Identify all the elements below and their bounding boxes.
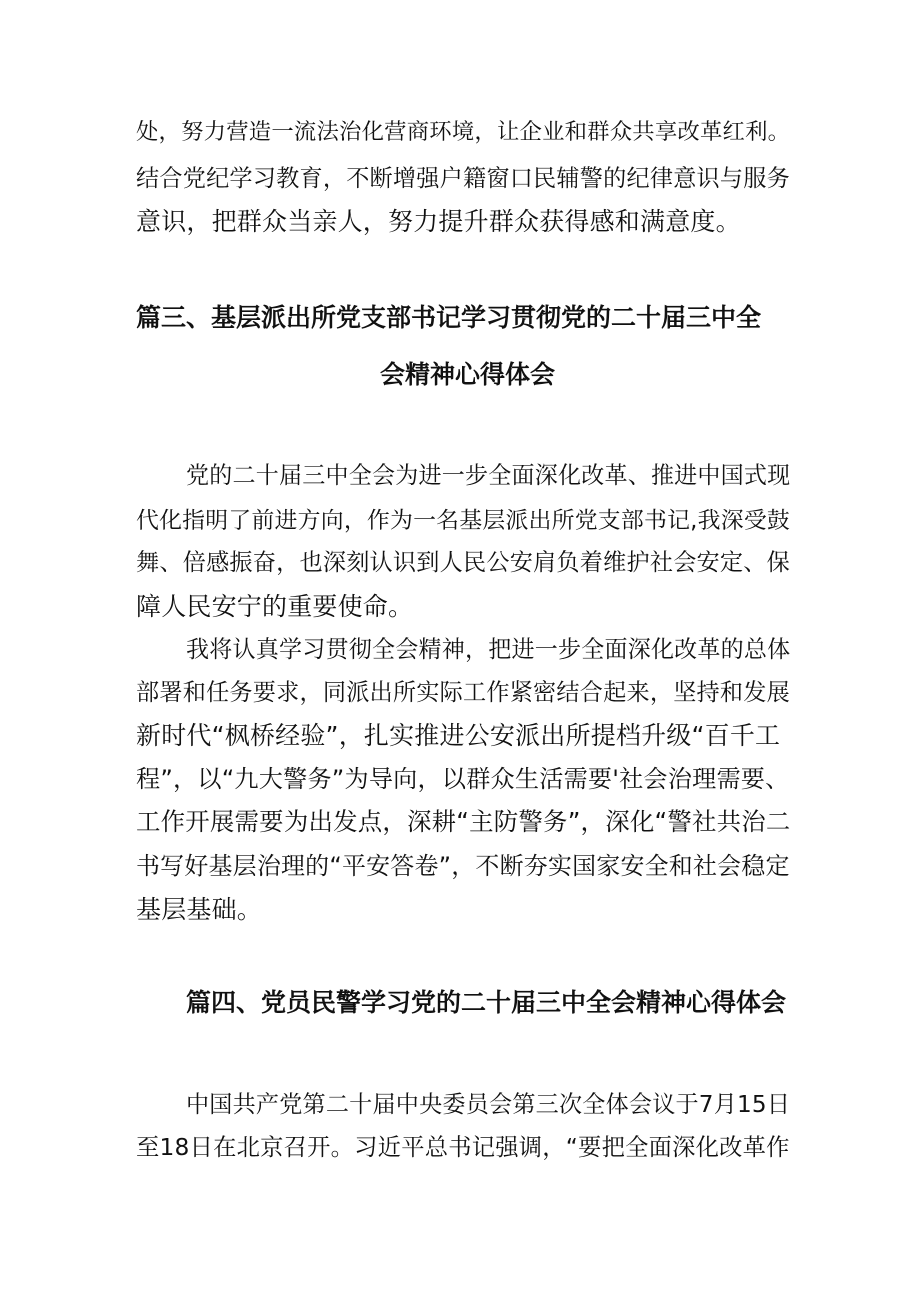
section4-title: 篇四、党员民警学习党的二十届三中全会精神心得体会 [186,988,787,1017]
section3-title-line2: 会精神心得体会 [380,360,556,389]
section3-para1-line: 障人民安宁的重要使命。 [136,592,414,621]
section4-para1-line: 至18日在北京召开。习近平总书记强调，“要把全面深化改革作 [136,1134,790,1161]
intro-line: 结合党纪学习教育，不断增强户籍窗口民辅警的纪律意识与服务 [136,166,790,192]
intro-line: 处，努力营造一流法治化营商环境，让企业和群众共享改革红利。 [136,119,791,145]
intro-line: 意识，把群众当亲人，努力提升群众获得感和满意度。 [136,207,741,236]
section3-para1-line: 代化指明了前进方向，作为一名基层派出所党支部书记,我深受鼓 [136,508,791,534]
section3-para2-line: 书写好基层治理的“平安答卷”，不断夯实国家安全和社会稳定 [136,852,790,880]
section3-para2-line: 工作开展需要为出发点，深耕“主防警务”，深化“警社共治二 [136,807,791,836]
section4-para1-line: 中国共产党第二十届中央委员会第三次全体会议于7月15日 [186,1092,791,1118]
section3-para2-line: 基层基础。 [136,895,263,924]
section3-para2-line: 程”，以“九大警务”为导向，以群众生活需要'社会治理需要、 [136,765,790,793]
section3-para2-line: 我将认真学习贯彻全会精神，把进一步全面深化改革的总体 [186,637,791,663]
section3-para2-line: 部署和任务要求，同派出所实际工作紧密结合起来，坚持和发展 [136,680,790,706]
section3-para1-line: 党的二十届三中全会为进一步全面深化改革、推进中国式现 [186,463,791,489]
section3-para1-line: 舞、倍感振奋，也深刻认识到人民公安肩负着维护社会安定、保 [136,550,790,576]
section3-para2-line: 新时代“枫桥经验”，扎实推进公安派出所提档升级“百千工 [136,721,781,750]
section3-title-line1: 篇三、基层派出所党支部书记学习贯彻党的二十届三中全 [136,303,762,332]
